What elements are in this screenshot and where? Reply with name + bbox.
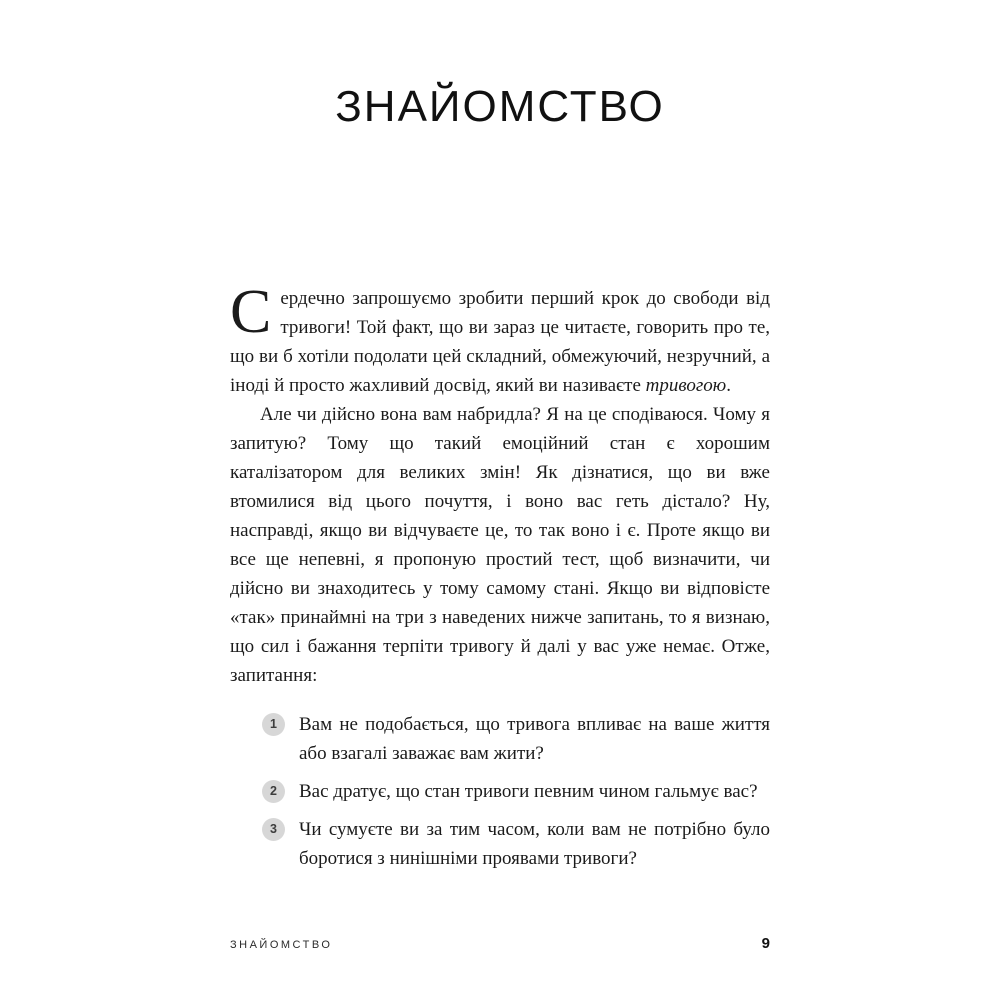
paragraph-body: Але чи дійсно вона вам набридла? Я на це сподіваюся. Чому я запитую? Тому що такий емоційний стан є хорошим каталізатором для великих змін! Як дізнатися, що ви вже втомилися від цього почуття, і воно вас геть дістало? Ну, насправді, якщо ви відчуваєте це, то так воно і є. Проте якщо ви все ще непевні, я пропоную простий тест, щоб визначити, чи дійсно ви знаходитесь у тому самому стані. Якщо ви відповісте «так» принаймні на три з наведених нижче запитань, то я визнаю, що сил і бажання терпіти тривогу й далі у вас уже немає. Отже, запитання: xyxy=(230,404,770,686)
page-footer xyxy=(230,935,770,952)
paragraph-intro-end: . xyxy=(726,375,731,396)
question-list xyxy=(230,710,770,873)
list-item-text: Вам не подобається, що тривога впливає на ваше життя або взагалі заважає вам жити? xyxy=(299,714,770,764)
list-item-text: Вас дратує, що стан тривоги певним чином гальмує вас? xyxy=(299,781,758,802)
drop-cap: С xyxy=(230,278,272,346)
page-number: 9 xyxy=(761,935,770,952)
footer-section-label: ЗНАЙОМСТВО xyxy=(230,939,333,951)
list-item-text: Чи сумуєте ви за тим часом, коли вам не потрібно було боротися з нинішніми проявами тривоги? xyxy=(299,819,770,869)
page-content xyxy=(230,278,770,882)
list-number-badge: 3 xyxy=(262,818,285,841)
paragraph-intro-text: ердечно запрошуємо зробити перший крок до свободи від тривоги! Той факт, що ви зараз це читаєте, говорить про те, що ви б хотіли подолати цей складний, обмежуючий, незручний, а іноді й просто жахливий досвід, який ви називаєте xyxy=(230,288,770,396)
list-item xyxy=(262,777,770,806)
italic-term: тривогою xyxy=(645,375,727,396)
list-item xyxy=(262,710,770,768)
list-number-badge: 2 xyxy=(262,780,285,803)
chapter-title: ЗНАЙОМСТВО xyxy=(335,82,665,131)
paragraph-intro xyxy=(230,278,770,400)
list-item xyxy=(262,815,770,873)
list-number-badge: 1 xyxy=(262,713,285,736)
